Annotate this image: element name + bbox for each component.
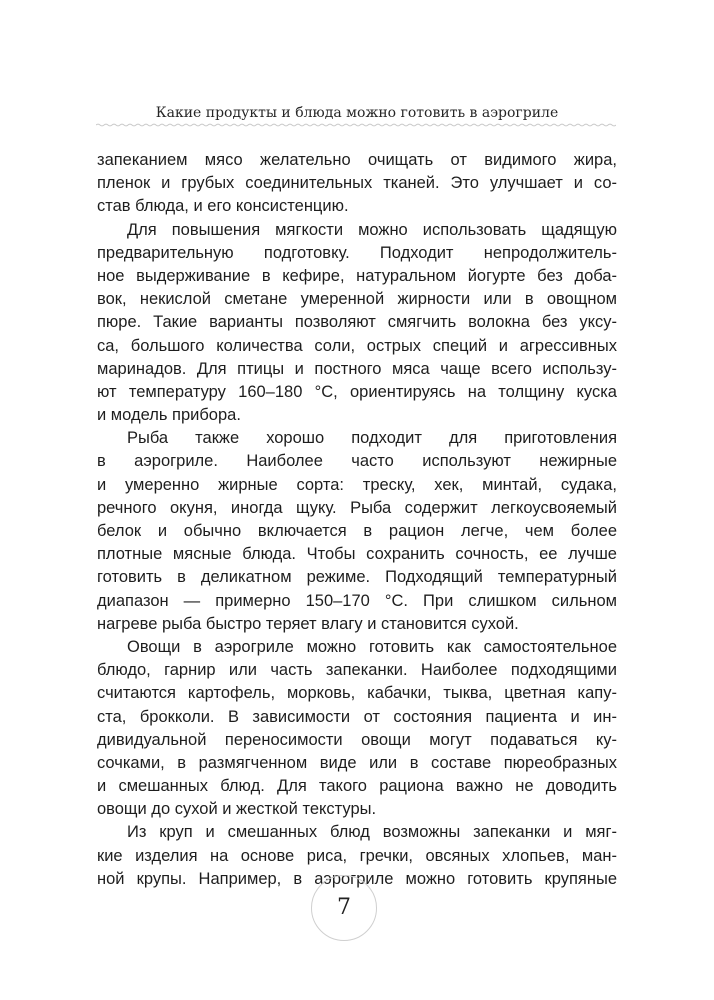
text-line: ют температуру 160–180 °C, ориентируясь на толщину куска [97, 382, 617, 401]
body-text [97, 149, 617, 891]
text-line: став блюда, и его консистенцию. [97, 197, 349, 216]
decorative-wavy-rule [96, 122, 616, 128]
text-line: Из круп и смешанных блюд возможны запеканки и мяг- [127, 823, 617, 842]
page-number-badge [311, 875, 377, 941]
text-line: предварительную подготовку. Подходит непродолжитель- [97, 243, 617, 262]
text-line: кие изделия на основе риса, гречки, овсяных хлопьев, ман- [97, 846, 617, 865]
text-line: белок и обычно включается в рацион легче, чем более [97, 522, 617, 540]
text-line: пюре. Такие варианты позволяют смягчить волокна без уксу- [97, 313, 617, 332]
paragraph [97, 149, 617, 219]
running-header: Какие продукты и блюда можно готовить в аэрогриле [155, 105, 559, 121]
text-line: и умеренно жирные сорта: треску, хек, минтай, судака, [97, 475, 617, 494]
text-line: и смешанных блюд. Для такого рациона важно не доводить [97, 777, 617, 796]
text-line: речного окуня, иногда щуку. Рыба содержит легкоусвояемый [97, 498, 617, 517]
text-line: готовить в деликатном режиме. Подходящий температурный [97, 568, 617, 587]
text-line: ное выдерживание в кефире, натуральном йогурте без доба- [97, 266, 617, 285]
text-line: сочками, в размягченном виде или в составе пюреобразных [97, 753, 617, 772]
text-line: Овощи в аэрогриле можно готовить как самостоятельное [127, 637, 617, 656]
paragraph [97, 219, 617, 428]
text-line: маринадов. Для птицы и постного мяса чаще всего использу- [97, 359, 617, 378]
paragraph [97, 427, 617, 636]
text-line: плотные мясные блюда. Чтобы сохранить сочность, ее лучше [97, 545, 617, 564]
text-line: нагреве рыба быстро теряет влагу и становится сухой. [97, 614, 519, 633]
page-number: 7 [337, 895, 351, 920]
text-line: запеканием мясо желательно очищать от видимого жира, [97, 151, 617, 169]
text-line: пленок и грубых соединительных тканей. Это улучшает и со- [97, 174, 617, 193]
text-line: ной крупы. Например, в аэрогриле можно готовить крупяные [97, 869, 617, 888]
text-line: овощи до сухой и жесткой текстуры. [97, 800, 377, 819]
text-line: Рыба также хорошо подходит для приготовления [127, 429, 617, 448]
text-line: и модель прибора. [97, 406, 241, 425]
text-line: вок, некислой сметане умеренной жирности или в овощном [97, 290, 617, 309]
text-line: диапазон — примерно 150–170 °C. При слишком сильном [97, 591, 617, 610]
paragraph [97, 636, 617, 822]
text-line: ста, брокколи. В зависимости от состояния пациента и ин- [97, 707, 617, 726]
text-line: дивидуальной переносимости овощи могут подаваться ку- [97, 730, 617, 749]
text-line: са, большого количества соли, острых специй и агрессивных [97, 336, 617, 355]
text-line: в аэрогриле. Наиболее часто используют нежирные [97, 452, 617, 471]
text-line: считаются картофель, морковь, кабачки, тыква, цветная капу- [97, 684, 617, 703]
text-line: Для повышения мягкости можно использовать щадящую [127, 220, 617, 239]
text-line: блюдо, гарнир или часть запеканки. Наиболее подходящими [97, 661, 617, 680]
